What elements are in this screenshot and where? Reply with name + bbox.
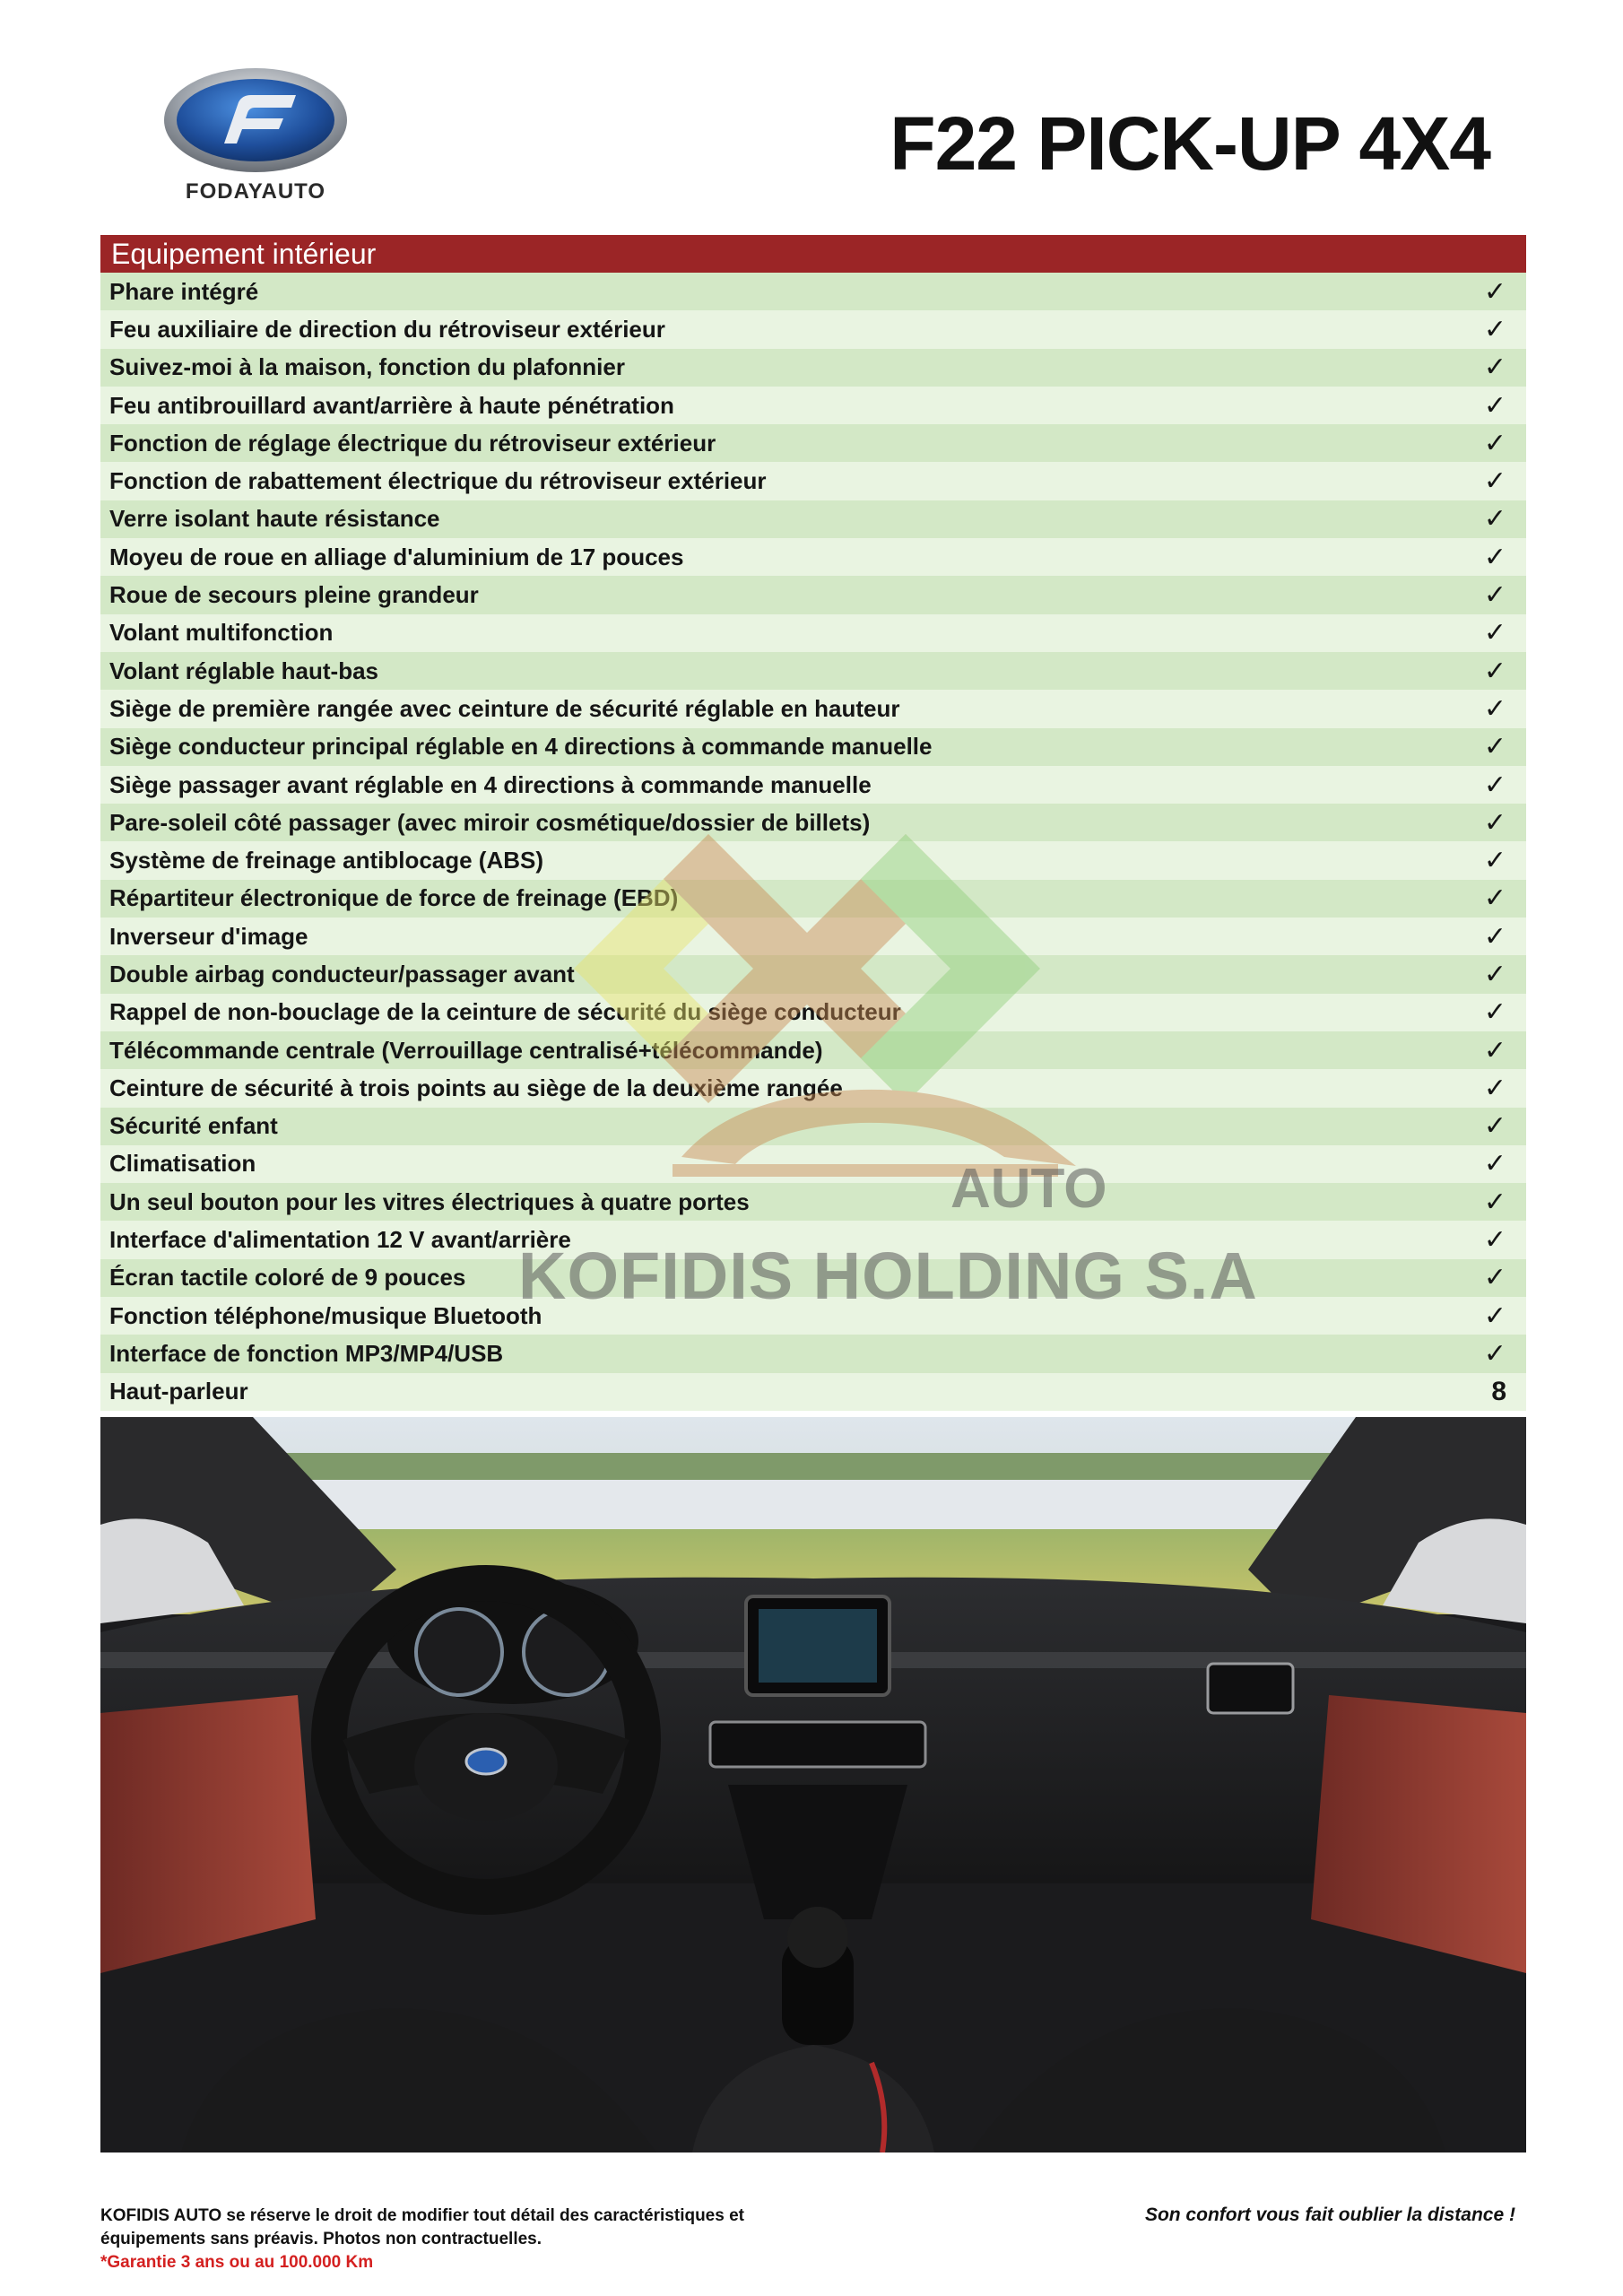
brand-name: FODAYAUTO: [185, 179, 326, 204]
table-row: [100, 841, 1526, 879]
checkmark-icon: ✓: [1483, 1073, 1506, 1103]
table-row: [100, 766, 1526, 804]
interior-photo: [100, 1417, 1526, 2152]
row-label: Suivez-moi à la maison, fonction du plafonnier: [109, 353, 625, 381]
page-title: F22 PICK-UP 4X4: [890, 101, 1490, 186]
checkmark-icon: ✓: [1483, 997, 1506, 1028]
row-label: Écran tactile coloré de 9 pouces: [109, 1264, 466, 1292]
warranty-note: *Garantie 3 ans ou au 100.000 Km: [100, 2253, 374, 2272]
row-label: Verre isolant haute résistance: [109, 505, 440, 533]
row-label: Interface de fonction MP3/MP4/USB: [109, 1339, 504, 1367]
row-label: Moyeu de roue en alliage d'aluminium de 17 pouces: [109, 543, 684, 570]
checkmark-icon: ✓: [1483, 466, 1506, 497]
row-label: Interface d'alimentation 12 V avant/arrière: [109, 1226, 571, 1254]
table-row: [100, 880, 1526, 918]
table-row: [100, 424, 1526, 462]
row-label: Double airbag conducteur/passager avant: [109, 960, 575, 987]
row-label: Répartiteur électronique de force de freinage (EBD): [109, 884, 679, 912]
row-label: Climatisation: [109, 1150, 256, 1178]
checkmark-icon: ✓: [1483, 428, 1506, 458]
row-label: Ceinture de sécurité à trois points au siège de la deuxième rangée: [109, 1074, 843, 1101]
table-row: [100, 690, 1526, 727]
table-row: [100, 1031, 1526, 1069]
row-label: Volant multifonction: [109, 619, 334, 647]
table-row: [100, 349, 1526, 387]
row-label: Haut-parleur: [109, 1378, 248, 1405]
checkmark-icon: ✓: [1483, 504, 1506, 535]
checkmark-icon: ✓: [1483, 1225, 1506, 1256]
table-row: [100, 273, 1526, 310]
foday-f-emblem-icon: [161, 65, 350, 177]
disclaimer-line-1: KOFIDIS AUTO se réserve le droit de modifier tout détail des caractéristiques et: [100, 2206, 744, 2225]
checkmark-icon: ✓: [1483, 618, 1506, 648]
table-row: [100, 387, 1526, 424]
checkmark-icon: ✓: [1483, 1035, 1506, 1065]
footer-disclaimer: [100, 2205, 836, 2274]
row-label: Rappel de non-bouclage de la ceinture de sécurité du siège conducteur: [109, 998, 901, 1026]
checkmark-icon: ✓: [1483, 1187, 1506, 1217]
footer-slogan: Son confort vous fait oublier la distance !: [1144, 2205, 1515, 2225]
table-row: [100, 310, 1526, 348]
table-row: [100, 652, 1526, 690]
table-row: [100, 1373, 1526, 1411]
checkmark-icon: ✓: [1483, 921, 1506, 952]
table-row: [100, 728, 1526, 766]
watermark-company-text: KOFIDIS HOLDING S.A: [518, 1239, 1258, 1313]
table-row: [100, 1183, 1526, 1221]
row-label: Roue de secours pleine grandeur: [109, 581, 479, 609]
table-row: [100, 918, 1526, 955]
row-label: Pare-soleil côté passager (avec miroir cosmétique/dossier de billets): [109, 808, 871, 836]
table-row: [100, 462, 1526, 500]
checkmark-icon: ✓: [1483, 1111, 1506, 1142]
row-label: Siège passager avant réglable en 4 directions à commande manuelle: [109, 770, 872, 798]
table-row: [100, 955, 1526, 993]
checkmark-icon: ✓: [1483, 390, 1506, 421]
table-row: [100, 1069, 1526, 1107]
checkmark-icon: ✓: [1483, 352, 1506, 383]
checkmark-icon: ✓: [1483, 1263, 1506, 1293]
checkmark-icon: ✓: [1483, 959, 1506, 989]
row-label: Sécurité enfant: [109, 1112, 278, 1140]
table-row: [100, 538, 1526, 576]
row-label: Siège conducteur principal réglable en 4 directions à commande manuelle: [109, 733, 933, 761]
row-label: Volant réglable haut-bas: [109, 657, 379, 684]
checkmark-icon: ✓: [1483, 732, 1506, 762]
table-row: [100, 576, 1526, 613]
row-label: Fonction de rabattement électrique du rétroviseur extérieur: [109, 467, 767, 495]
checkmark-icon: ✓: [1483, 883, 1506, 914]
row-label: Feu antibrouillard avant/arrière à haute pénétration: [109, 391, 674, 419]
checkmark-icon: ✓: [1483, 1338, 1506, 1369]
section-header: Equipement intérieur: [100, 235, 1526, 273]
row-label: Feu auxiliaire de direction du rétroviseur extérieur: [109, 315, 665, 343]
equipment-table: [100, 235, 1526, 1411]
table-row: [100, 1335, 1526, 1372]
table-row: [100, 1145, 1526, 1183]
row-label: Un seul bouton pour les vitres électriques à quatre portes: [109, 1187, 750, 1215]
row-value: 8: [1491, 1376, 1506, 1406]
checkmark-icon: ✓: [1483, 656, 1506, 686]
row-label: Télécommande centrale (Verrouillage centralisé+télécommande): [109, 1036, 823, 1064]
table-row: [100, 804, 1526, 841]
row-label: Siège de première rangée avec ceinture de sécurité réglable en hauteur: [109, 694, 900, 722]
table-row: [100, 1108, 1526, 1145]
row-label: Phare intégré: [109, 277, 259, 305]
row-label: Fonction téléphone/musique Bluetooth: [109, 1301, 542, 1329]
checkmark-icon: ✓: [1483, 846, 1506, 876]
watermark-auto-text: AUTO: [950, 1158, 1107, 1220]
checkmark-icon: ✓: [1483, 276, 1506, 307]
brand-logo: [161, 65, 350, 208]
row-label: Système de freinage antiblocage (ABS): [109, 847, 544, 874]
checkmark-icon: ✓: [1483, 580, 1506, 611]
table-row: [100, 500, 1526, 538]
checkmark-icon: ✓: [1483, 807, 1506, 838]
table-row: [100, 614, 1526, 652]
checkmark-icon: ✓: [1483, 1149, 1506, 1179]
checkmark-icon: ✓: [1483, 693, 1506, 724]
table-row: [100, 994, 1526, 1031]
disclaimer-line-2: équipements sans préavis. Photos non contractuelles.: [100, 2230, 542, 2248]
checkmark-icon: ✓: [1483, 542, 1506, 572]
checkmark-icon: ✓: [1483, 1300, 1506, 1331]
checkmark-icon: ✓: [1483, 770, 1506, 800]
row-label: Inverseur d'image: [109, 922, 308, 950]
checkmark-icon: ✓: [1483, 314, 1506, 344]
row-label: Fonction de réglage électrique du rétroviseur extérieur: [109, 429, 716, 457]
